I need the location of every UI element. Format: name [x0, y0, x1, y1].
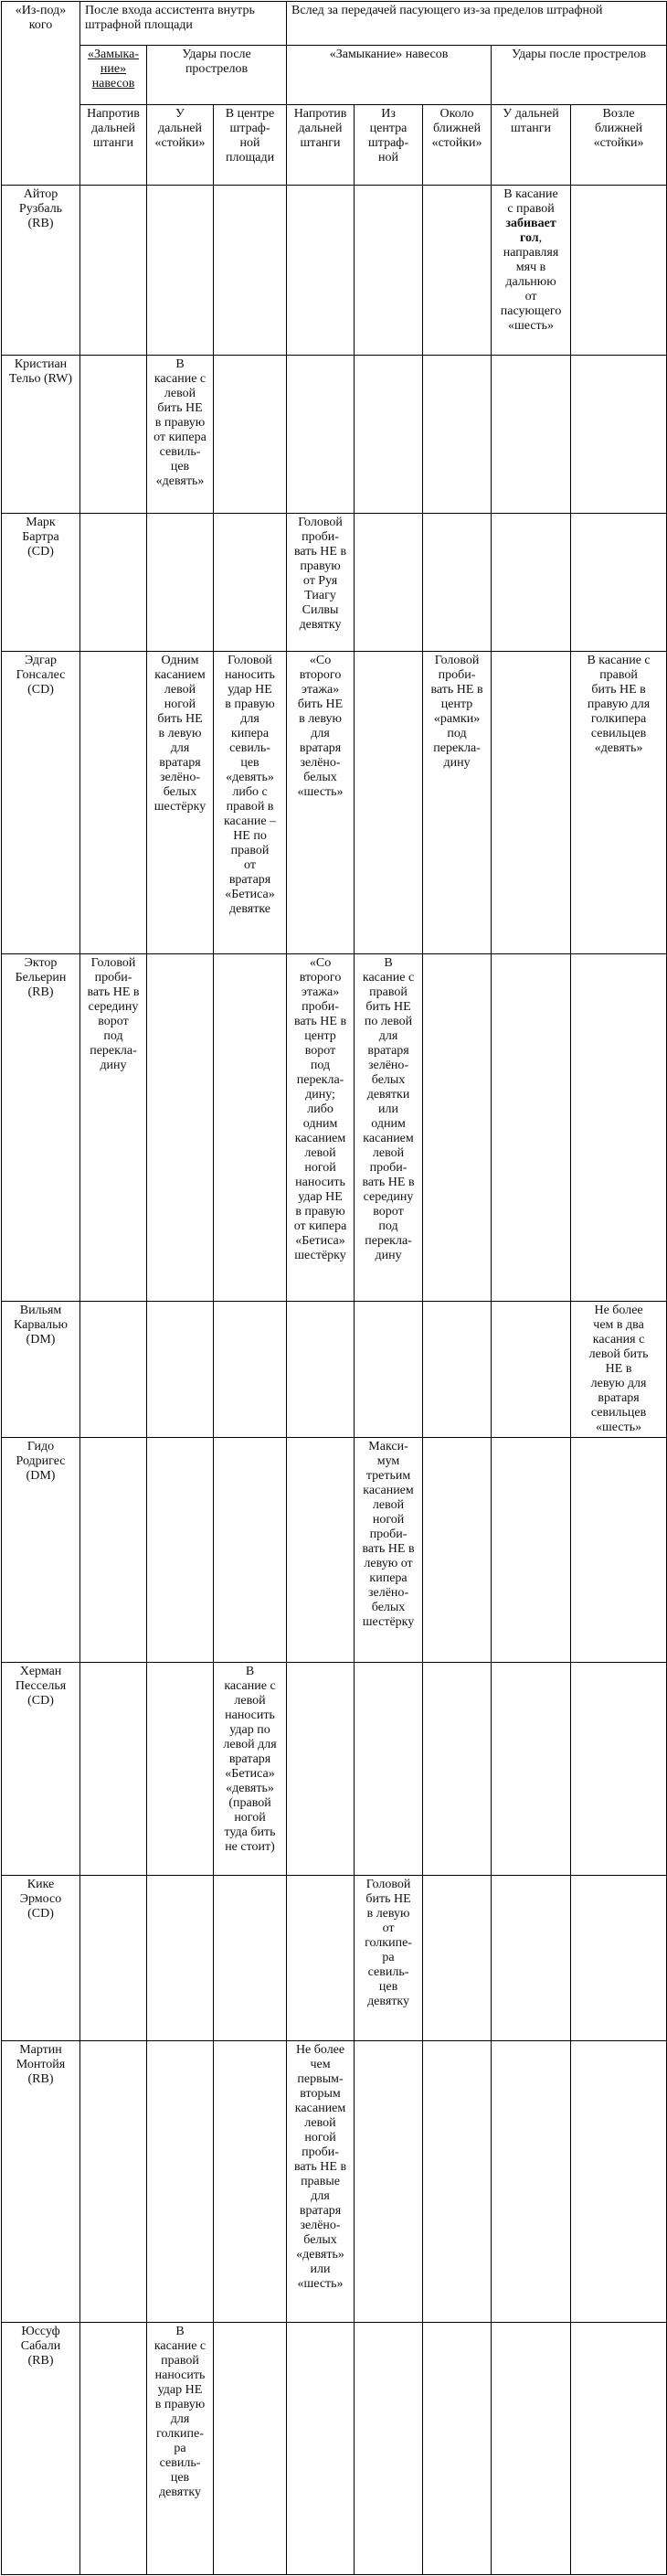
- header-col-center-box-2: Из центра штраф- ной: [355, 105, 423, 186]
- table-cell: [355, 186, 423, 356]
- table-cell: [571, 1663, 667, 1876]
- table-cell: «Со второго этажа» проби- вать НЕ в центр ворот под перекла- дину; либо одним касанием левой ногой наносить удар НЕ в правую от кипера «Бетиса» шестёрку: [287, 954, 355, 1302]
- table-cell: [355, 1663, 423, 1876]
- table-cell: [355, 356, 423, 514]
- table-cell: [571, 1438, 667, 1663]
- player-name: Мартин Монтойя (RB): [2, 2041, 80, 2323]
- table-cell: [214, 1302, 287, 1438]
- table-cell: [214, 2041, 287, 2323]
- table-cell: [214, 1438, 287, 1663]
- table-row: [2, 356, 667, 514]
- table-row: [2, 514, 667, 652]
- player-name: Юссуф Сабали (RB): [2, 2323, 80, 2575]
- header-after-pass: Вслед за передачей пасующего из-за пределов штрафной: [287, 2, 667, 46]
- table-cell: [423, 1302, 492, 1438]
- table-row: [2, 1876, 667, 2041]
- table-cell: [287, 2323, 355, 2575]
- analysis-table: [1, 1, 667, 2575]
- header-col-far-post-1: Напротив дальней штанги: [80, 105, 147, 186]
- table-cell: [492, 954, 571, 1302]
- table-cell: [147, 1438, 214, 1663]
- header-col-near-stand-2: Возле ближней «стойки»: [571, 105, 667, 186]
- table-cell: [571, 186, 667, 356]
- table-row: [2, 2041, 667, 2323]
- table-cell: В касание с правой бить НЕ в правую для голкипера севильцев «девять»: [571, 652, 667, 954]
- player-name: Херман Песселья (CD): [2, 1663, 80, 1876]
- table-cell: [147, 2041, 214, 2323]
- table-cell: [80, 2041, 147, 2323]
- table-cell: [355, 2041, 423, 2323]
- header-closing-canopy-1: «Замыка- ние» навесов: [80, 46, 147, 105]
- table-cell: [80, 514, 147, 652]
- table-cell: [492, 2323, 571, 2575]
- table-cell: [423, 1438, 492, 1663]
- table-cell: [571, 954, 667, 1302]
- table-row: [2, 1438, 667, 1663]
- table-cell: [147, 1876, 214, 2041]
- header-row-3: [2, 105, 667, 186]
- table-row: [2, 2323, 667, 2575]
- table-cell: Головой бить НЕ в левую от голкипе- ра севиль- цев девятку: [355, 1876, 423, 2041]
- header-row-2: [2, 46, 667, 105]
- header-closing-canopy-2: «Замыкание» навесов: [287, 46, 492, 105]
- player-name: Эдгар Гонсалес (CD): [2, 652, 80, 954]
- table-cell: [492, 356, 571, 514]
- table-cell: [423, 954, 492, 1302]
- table-cell: [147, 514, 214, 652]
- table-cell: [492, 1663, 571, 1876]
- table-cell: [80, 1438, 147, 1663]
- table-cell: [423, 356, 492, 514]
- table-cell: [355, 652, 423, 954]
- table-cell: [80, 652, 147, 954]
- table-cell: [355, 1302, 423, 1438]
- table-cell: [80, 1302, 147, 1438]
- table-row: [2, 1663, 667, 1876]
- header-col-near-stand: Около ближней «стойки»: [423, 105, 492, 186]
- scored-bold: забивает гол: [505, 217, 556, 245]
- table-cell: [287, 186, 355, 356]
- table-cell: [571, 356, 667, 514]
- player-name: Айтор Рузбаль (RB): [2, 186, 80, 356]
- table-row: [2, 186, 667, 356]
- player-name: Вильям Карвалью (DM): [2, 1302, 80, 1438]
- header-after-assist: После входа ассистента внутрь штрафной площади: [80, 2, 287, 46]
- table-cell: [214, 1876, 287, 2041]
- table-cell: Головой проби- вать НЕ в центр «рамки» под перекла- дину: [423, 652, 492, 954]
- header-shots-after-cross-2: Удары после прострелов: [492, 46, 667, 105]
- table-cell: [80, 356, 147, 514]
- table-cell: [147, 186, 214, 356]
- table-cell: [214, 514, 287, 652]
- table-cell: [214, 186, 287, 356]
- table-cell: В касание с правой бить НЕ по левой для вратаря зелёно- белых девятки или одним касанием левой проби- вать НЕ в середину ворот под перекла- дину: [355, 954, 423, 1302]
- header-col-center-box: В центре штраф- ной площади: [214, 105, 287, 186]
- table-cell: [80, 1876, 147, 2041]
- table-cell: [571, 2323, 667, 2575]
- table-cell: [355, 2323, 423, 2575]
- scored-before: В касание с правой: [503, 187, 558, 216]
- table-cell: [147, 954, 214, 1302]
- table-row: [2, 1302, 667, 1438]
- table-cell: В касание с левой бить НЕ в правую от кипера севиль- цев «девять»: [147, 356, 214, 514]
- table-cell: [287, 1302, 355, 1438]
- table-row: [2, 954, 667, 1302]
- table-cell: [214, 2323, 287, 2575]
- table-cell: [492, 514, 571, 652]
- player-name: Эктор Бельерин (RB): [2, 954, 80, 1302]
- scored-after: , направляя мяч в дальнюю от пасующего «шесть»: [500, 231, 562, 333]
- table-cell: [571, 514, 667, 652]
- player-name: Гидо Родригес (DM): [2, 1438, 80, 1663]
- table-cell: [287, 1876, 355, 2041]
- table-cell: Головой проби- вать НЕ в середину ворот под перекла- дину: [80, 954, 147, 1302]
- header-col-far-post-2: Напротив дальней штанги: [287, 105, 355, 186]
- table-cell: Не более чем в два касания с левой бить НЕ в левую для вратаря севильцев «шесть»: [571, 1302, 667, 1438]
- table-cell: [423, 2041, 492, 2323]
- table-cell: [214, 954, 287, 1302]
- table-cell: [147, 1663, 214, 1876]
- table-cell: [571, 1876, 667, 2041]
- table-cell: [287, 1663, 355, 1876]
- table-cell: [492, 1302, 571, 1438]
- table-cell: «Со второго этажа» бить НЕ в левую для вратаря зелёно- белых «шесть»: [287, 652, 355, 954]
- table-cell: Не более чем первым- вторым касанием левой ногой проби- вать НЕ в правые для вратаря зелёно- белых «девять» или «шесть»: [287, 2041, 355, 2323]
- table-cell: [423, 1876, 492, 2041]
- table-cell: В касание с левой наносить удар по левой для вратаря «Бетиса» «девять» (правой ногой туда бить не стоит): [214, 1663, 287, 1876]
- table-cell: [423, 1663, 492, 1876]
- table-cell: [492, 1876, 571, 2041]
- table-cell: [80, 186, 147, 356]
- player-name: Кике Эрмосо (CD): [2, 1876, 80, 2041]
- table-cell: Макси- мум третьим касанием левой ногой проби- вать НЕ в левую от кипера зелёно- белых шестёрку: [355, 1438, 423, 1663]
- table-cell: [287, 1438, 355, 1663]
- table-cell: Головой наносить удар НЕ в правую для кипера севиль- цев «девять» либо с правой в касание – НЕ по правой от вратаря «Бетиса» девятке: [214, 652, 287, 954]
- table-cell: [147, 1302, 214, 1438]
- table-cell: [492, 1438, 571, 1663]
- table-row: [2, 652, 667, 954]
- player-name: Марк Бартра (CD): [2, 514, 80, 652]
- table-cell: [214, 356, 287, 514]
- table-cell: В касание с правой наносить удар НЕ в правую для голкипе- ра севиль- цев девятку: [147, 2323, 214, 2575]
- header-who: «Из-под» кого: [2, 2, 80, 186]
- table-cell: [80, 2323, 147, 2575]
- table-cell: [355, 514, 423, 652]
- header-col-far-stand: У дальней «стойки»: [147, 105, 214, 186]
- header-row-1: [2, 2, 667, 46]
- table-cell: [571, 2041, 667, 2323]
- table-cell: [423, 514, 492, 652]
- table-cell: [80, 1663, 147, 1876]
- table-cell: [423, 2323, 492, 2575]
- table-cell: Головой проби- вать НЕ в правую от Руя Тиагу Силвы девятку: [287, 514, 355, 652]
- table-cell: [492, 652, 571, 954]
- table-cell: [287, 356, 355, 514]
- table-cell: Одним касанием левой ногой бить НЕ в левую для вратаря зелёно- белых шестёрку: [147, 652, 214, 954]
- header-col-far-post-3: У дальней штанги: [492, 105, 571, 186]
- table-cell: [492, 2041, 571, 2323]
- player-name: Кристиан Тельо (RW): [2, 356, 80, 514]
- table-cell-scored: [492, 186, 571, 356]
- table-cell: [423, 186, 492, 356]
- header-shots-after-cross-1: Удары после прострелов: [147, 46, 287, 105]
